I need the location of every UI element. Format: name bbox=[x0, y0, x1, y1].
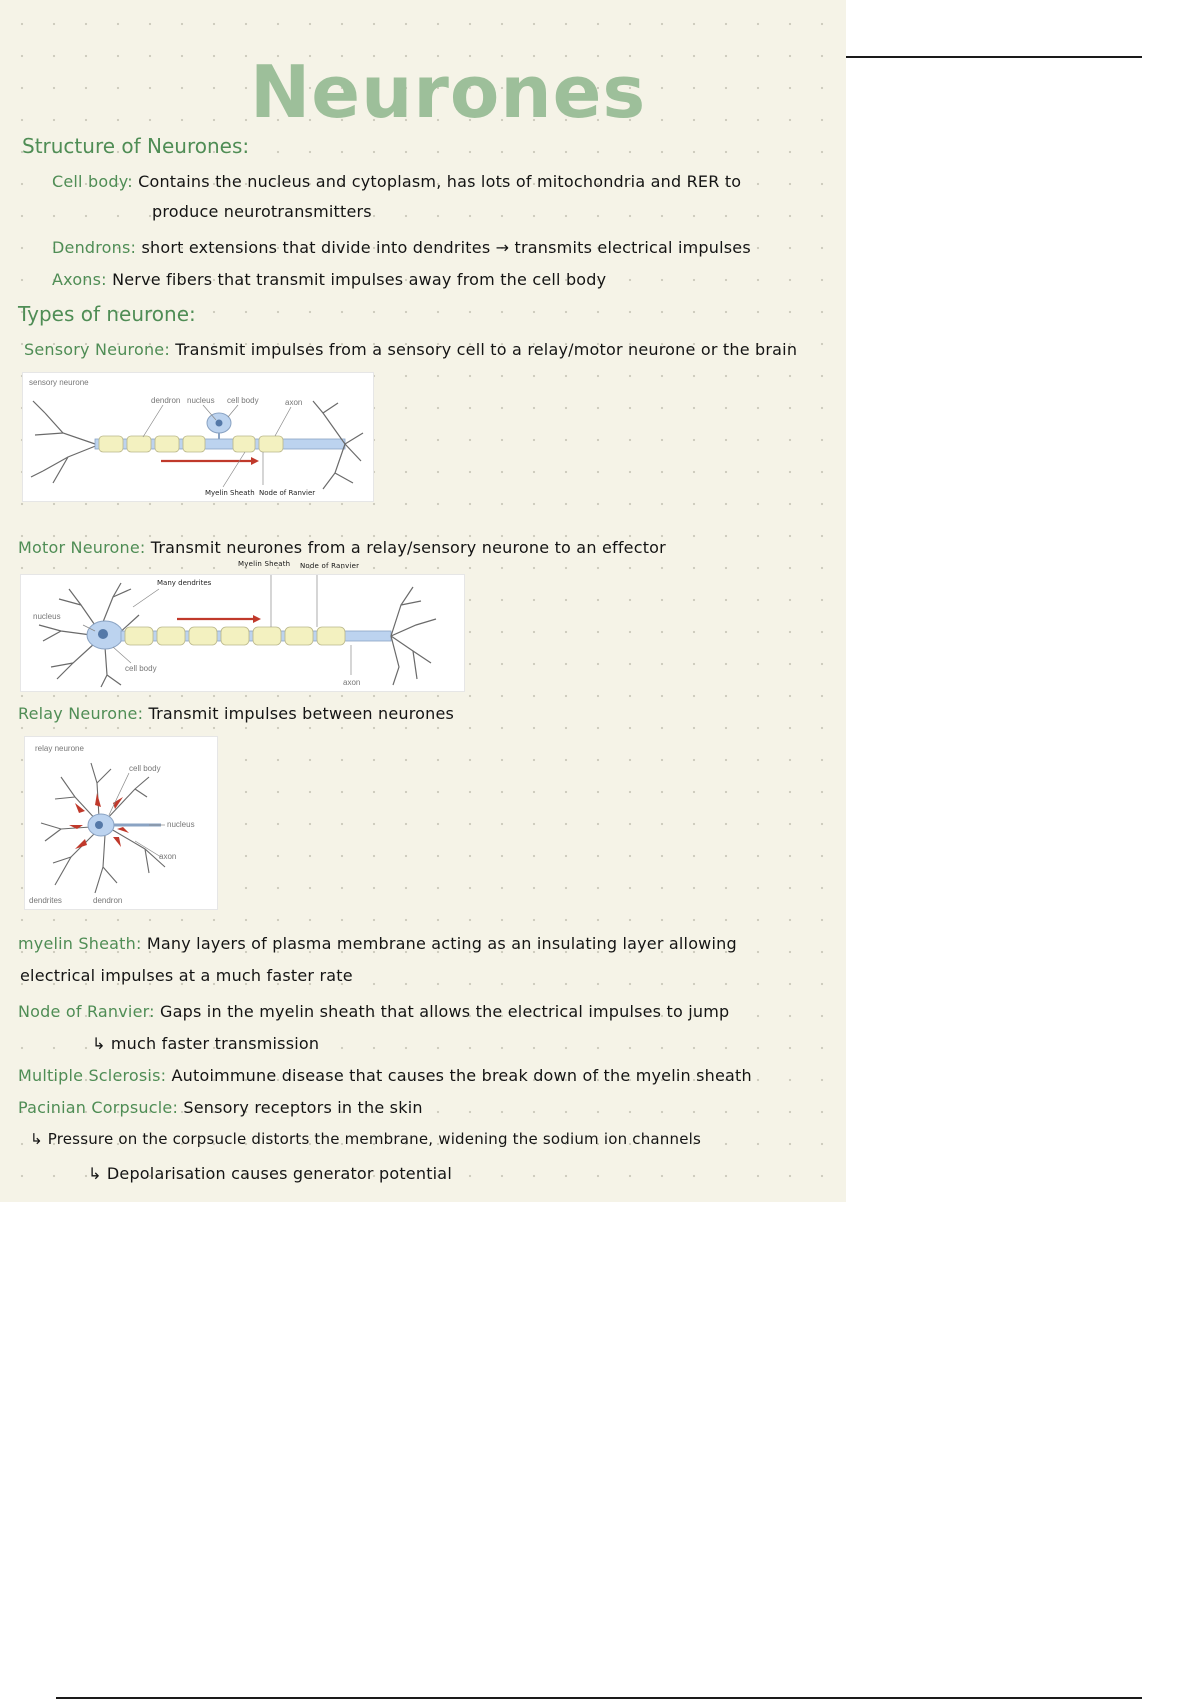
relay-line bbox=[18, 704, 454, 723]
myelin-def: Many layers of plasma membrane acting as an insulating layer allowing bbox=[146, 934, 737, 953]
myelin-def-cont: electrical impulses at a much faster rate bbox=[20, 966, 353, 985]
myelin-line bbox=[18, 934, 737, 953]
relay-label-dendron: dendron bbox=[93, 896, 123, 905]
structure-heading: Structure of Neurones: bbox=[22, 134, 250, 158]
sensory-def: Transmit impulses from a sensory cell to a relay/motor neurone or the brain bbox=[175, 340, 798, 359]
sensory-nucleus bbox=[216, 420, 223, 427]
motor-neurone-diagram bbox=[20, 574, 465, 692]
motor-nucleus bbox=[98, 629, 108, 639]
sensory-neurone-diagram bbox=[22, 372, 374, 502]
relay-label-dendrites: dendrites bbox=[29, 896, 62, 905]
pacinian-line bbox=[18, 1098, 423, 1117]
sensory-term: Sensory Neurone: bbox=[24, 340, 170, 359]
motor-myelin-segments bbox=[125, 627, 345, 645]
motor-label-nucleus: nucleus bbox=[33, 612, 61, 621]
motor-label-many-dendrites: Many dendrites bbox=[157, 579, 212, 587]
axons-term: Axons: bbox=[52, 270, 107, 289]
pacinian-def: Sensory receptors in the skin bbox=[183, 1098, 423, 1117]
dendrons-def: short extensions that divide into dendrites → transmits electrical impulses bbox=[141, 238, 751, 257]
pacinian-sub1: ↳ Pressure on the corpsucle distorts the membrane, widening the sodium ion channels bbox=[30, 1130, 702, 1148]
motor-arrowhead bbox=[253, 615, 261, 623]
motor-label-cell-body: cell body bbox=[125, 664, 157, 673]
dendrons-term: Dendrons: bbox=[52, 238, 137, 257]
myelin-term: myelin Sheath: bbox=[18, 934, 142, 953]
types-heading: Types of neurone: bbox=[18, 302, 196, 326]
node-def: Gaps in the myelin sheath that allows the electrical impulses to jump bbox=[160, 1002, 730, 1021]
sensory-label-cell-body: cell body bbox=[227, 396, 259, 405]
ms-line bbox=[18, 1066, 752, 1085]
sensory-label-node: Node of Ranvier bbox=[259, 489, 316, 497]
sensory-line bbox=[24, 340, 797, 359]
node-line bbox=[18, 1002, 729, 1021]
page-title: Neurones bbox=[250, 50, 647, 134]
cell-body-def-cont: produce neurotransmitters bbox=[152, 202, 372, 221]
sensory-fig-title: sensory neurone bbox=[29, 378, 89, 387]
sensory-label-dendron: dendron bbox=[151, 396, 181, 405]
motor-line bbox=[18, 538, 666, 557]
motor-label-myelin: Myelin Sheath bbox=[238, 560, 291, 568]
pacinian-term: Pacinian Corpsucle: bbox=[18, 1098, 179, 1117]
sensory-dendrite-branches bbox=[31, 401, 98, 483]
relay-label-nucleus: nucleus bbox=[167, 820, 195, 829]
motor-term: Motor Neurone: bbox=[18, 538, 146, 557]
relay-label-axon: axon bbox=[159, 852, 177, 861]
motor-pointer-lines bbox=[83, 575, 351, 675]
relay-nucleus bbox=[95, 821, 103, 829]
motor-label-node: Node of Ranvier bbox=[300, 562, 360, 570]
sensory-label-nucleus: nucleus bbox=[187, 396, 215, 405]
ms-def: Autoimmune disease that causes the break down of the myelin sheath bbox=[171, 1066, 752, 1085]
ms-term: Multiple Sclerosis: bbox=[18, 1066, 167, 1085]
cell-body-term: Cell body: bbox=[52, 172, 133, 191]
motor-terminal-branches bbox=[391, 587, 436, 685]
node-sub: ↳ much faster transmission bbox=[92, 1034, 320, 1053]
relay-fig-title: relay neurone bbox=[35, 744, 84, 753]
sensory-label-myelin: Myelin Sheath bbox=[205, 489, 255, 497]
dendrons-line bbox=[52, 238, 751, 257]
motor-label-axon: axon bbox=[343, 678, 361, 687]
relay-def: Transmit impulses between neurones bbox=[148, 704, 455, 723]
note-page bbox=[0, 0, 846, 1202]
bottom-rule bbox=[56, 1697, 1142, 1699]
sensory-arrowhead bbox=[251, 457, 259, 465]
sensory-myelin-segments bbox=[99, 436, 283, 452]
cell-body-line bbox=[52, 172, 741, 191]
node-term: Node of Ranvier: bbox=[18, 1002, 155, 1021]
top-rule bbox=[846, 56, 1142, 58]
axons-line bbox=[52, 270, 606, 289]
cell-body-def: Contains the nucleus and cytoplasm, has lots of mitochondria and RER to bbox=[138, 172, 742, 191]
relay-label-cell-body: cell body bbox=[129, 764, 161, 773]
motor-def: Transmit neurones from a relay/sensory neurone to an effector bbox=[150, 538, 666, 557]
sensory-label-axon: axon bbox=[285, 398, 303, 407]
relay-neurone-diagram bbox=[24, 736, 218, 910]
pacinian-sub2: ↳ Depolarisation causes generator potential bbox=[88, 1164, 452, 1183]
relay-term: Relay Neurone: bbox=[18, 704, 144, 723]
axons-def: Nerve fibers that transmit impulses away from the cell body bbox=[112, 270, 607, 289]
